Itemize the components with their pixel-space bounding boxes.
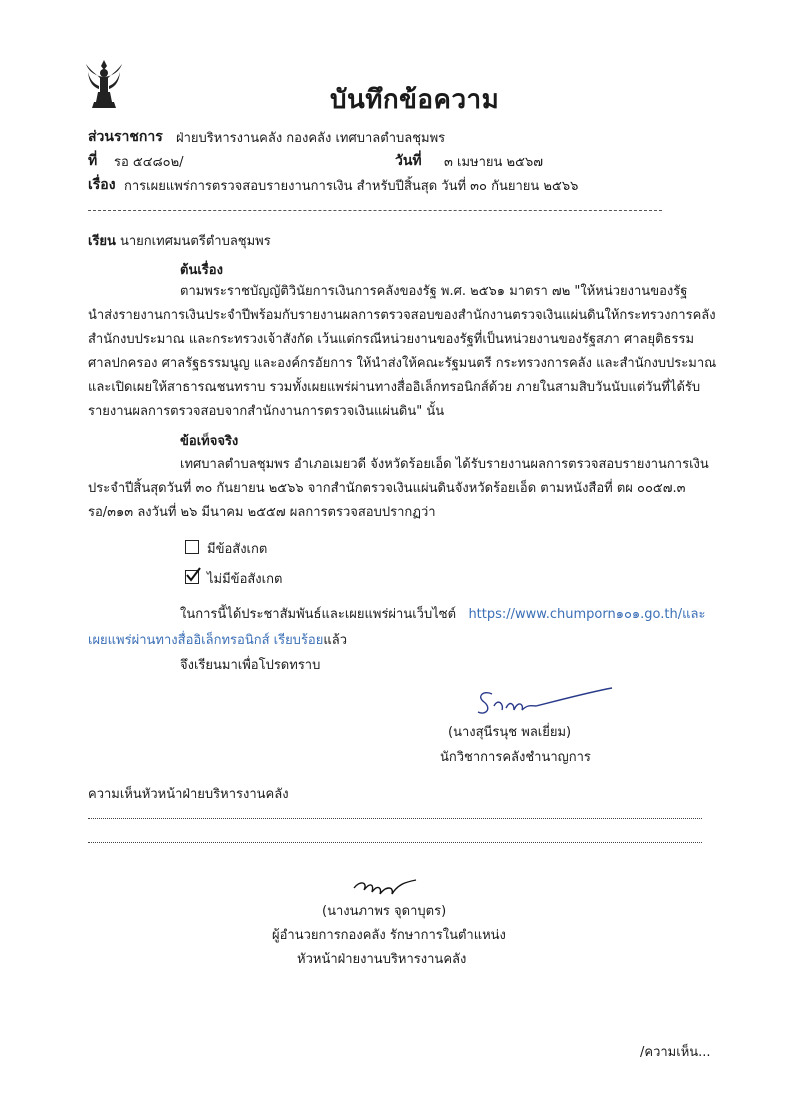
salutation-label: เรียน [88,234,116,249]
memo-title: บันทึกข้อความ [330,85,500,115]
signer1-position: นักวิชาการคลังชำนาญการ [440,750,591,765]
signer2-position-1: ผู้อำนวยการกองคลัง รักษาการในตำแหน่ง [272,928,506,943]
origin-line: ศาลปกครอง ศาลรัฐธรรมนูญ และองค์กรอัยการ ให้นำส่งให้คณะรัฐมนตรี กระทรวงการคลัง และสำนักงบประมาณ [88,356,717,371]
date-value: ๓ เมษายน ๒๕๖๗ [444,155,543,170]
reference-label: ที่ [88,153,98,169]
subject-label: เรื่อง [88,177,116,193]
signer1-name: (นางสุนีรนุช พลเยี่ยม) [448,725,572,740]
publish-line1 [180,606,705,623]
reference-value: รอ ๕๔๘๐๒/ [114,155,184,170]
facts-line: รอ/๓๑๓ ลงวันที่ ๒๖ มีนาคม ๒๕๕๗ ผลการตรวจสอบปรากฏว่า [88,505,436,520]
check-mark-icon [185,567,201,583]
facts-line: ประจำปีสิ้นสุดวันที่ ๓๐ กันยายน ๒๕๖๖ จากสำนักตรวจเงินแผ่นดินจังหวัดร้อยเอ็ด ตามหนังสือที่ ตผ ๐๐๕๗.๓ [88,481,686,496]
opinion-label: ความเห็นหัวหน้าฝ่ายบริหารงานคลัง [88,787,289,802]
continuation-text: /ความเห็น... [640,1045,711,1060]
website-link[interactable]: https://www.chumporn๑๐๑.go.th/และ [468,607,706,622]
publish-line2 [88,632,347,649]
signature-1-icon [470,684,620,724]
department-value: ฝ่ายบริหารงานคลัง กองคลัง เทศบาลตำบลชุมพร [176,131,446,146]
origin-line: สำนักงบประมาณ และกระทรวงเจ้าสังกัด เว้นแต่กรณีหน่วยงานของรัฐที่เป็นหน่วยงานของรัฐสภา ศาลยุติธรรม [88,332,695,347]
garuda-emblem-icon [84,58,124,110]
has-observation-label: มีข้อสังเกต [207,542,268,557]
publish-text: ในการนี้ได้ประชาสัมพันธ์และเผยแพร่ผ่านเว็บไซต์ [180,607,457,622]
has-observation-checkbox[interactable] [185,540,199,554]
department-label: ส่วนราชการ [88,129,163,145]
origin-line: และเปิดเผยให้สาธารณชนทราบ รวมทั้งเผยแพร่ผ่านทางสื่ออิเล็กทรอนิกส์ด้วย ภายในสามสิบวันนับแต่วันที่ได้รับ [88,380,701,395]
subject-value: การเผยแพร่การตรวจสอบรายงานการเงิน สำหรับปีสิ้นสุด วันที่ ๓๐ กันยายน ๒๕๖๖ [124,179,579,194]
header-divider [88,210,662,211]
opinion-line-1[interactable] [88,818,702,819]
signer2-position-2: หัวหน้าฝ่ายงานบริหารงานคลัง [297,952,467,967]
signature-2-icon [350,872,420,900]
facts-heading: ข้อเท็จจริง [180,434,239,449]
origin-paragraph [88,280,728,424]
no-observation-label: ไม่มีข้อสังเกต [207,572,283,587]
date-label: วันที่ [395,153,422,169]
origin-line: รายงานผลการตรวจสอบจากสำนักงานการตรวจเงินแผ่นดิน" นั้น [88,404,445,419]
opinion-line-2[interactable] [88,842,702,843]
origin-line: ตามพระราชบัญญัติวินัยการเงินการคลังของรัฐ พ.ศ. ๒๕๖๑ มาตรา ๗๒ "ให้หน่วยงานของรัฐ [180,284,688,299]
publish-link-text[interactable]: เผยแพร่ผ่านทางสื่ออิเล็กทรอนิกส์ เรียบร้อย [88,633,324,648]
origin-heading: ต้นเรื่อง [180,263,223,278]
signer2-name: (นางนภาพร จุดาบุตร) [322,904,447,919]
no-observation-checkbox[interactable] [185,570,199,584]
facts-paragraph [88,453,728,525]
salutation-value: นายกเทศมนตรีตำบลชุมพร [120,234,271,249]
facts-line: เทศบาลตำบลชุมพร อำเภอเมยวดี จังหวัดร้อยเอ็ด ได้รับรายงานผลการตรวจสอบรายงานการเงิน [180,457,709,472]
publish-tail: แล้ว [323,633,348,648]
closing-text: จึงเรียนมาเพื่อโปรดทราบ [180,658,321,673]
origin-line: นำส่งรายงานการเงินประจำปีพร้อมกับรายงานผลการตรวจสอบของสำนักงานตรวจเงินแผ่นดินให้กระทรวงการคลัง [88,308,716,323]
